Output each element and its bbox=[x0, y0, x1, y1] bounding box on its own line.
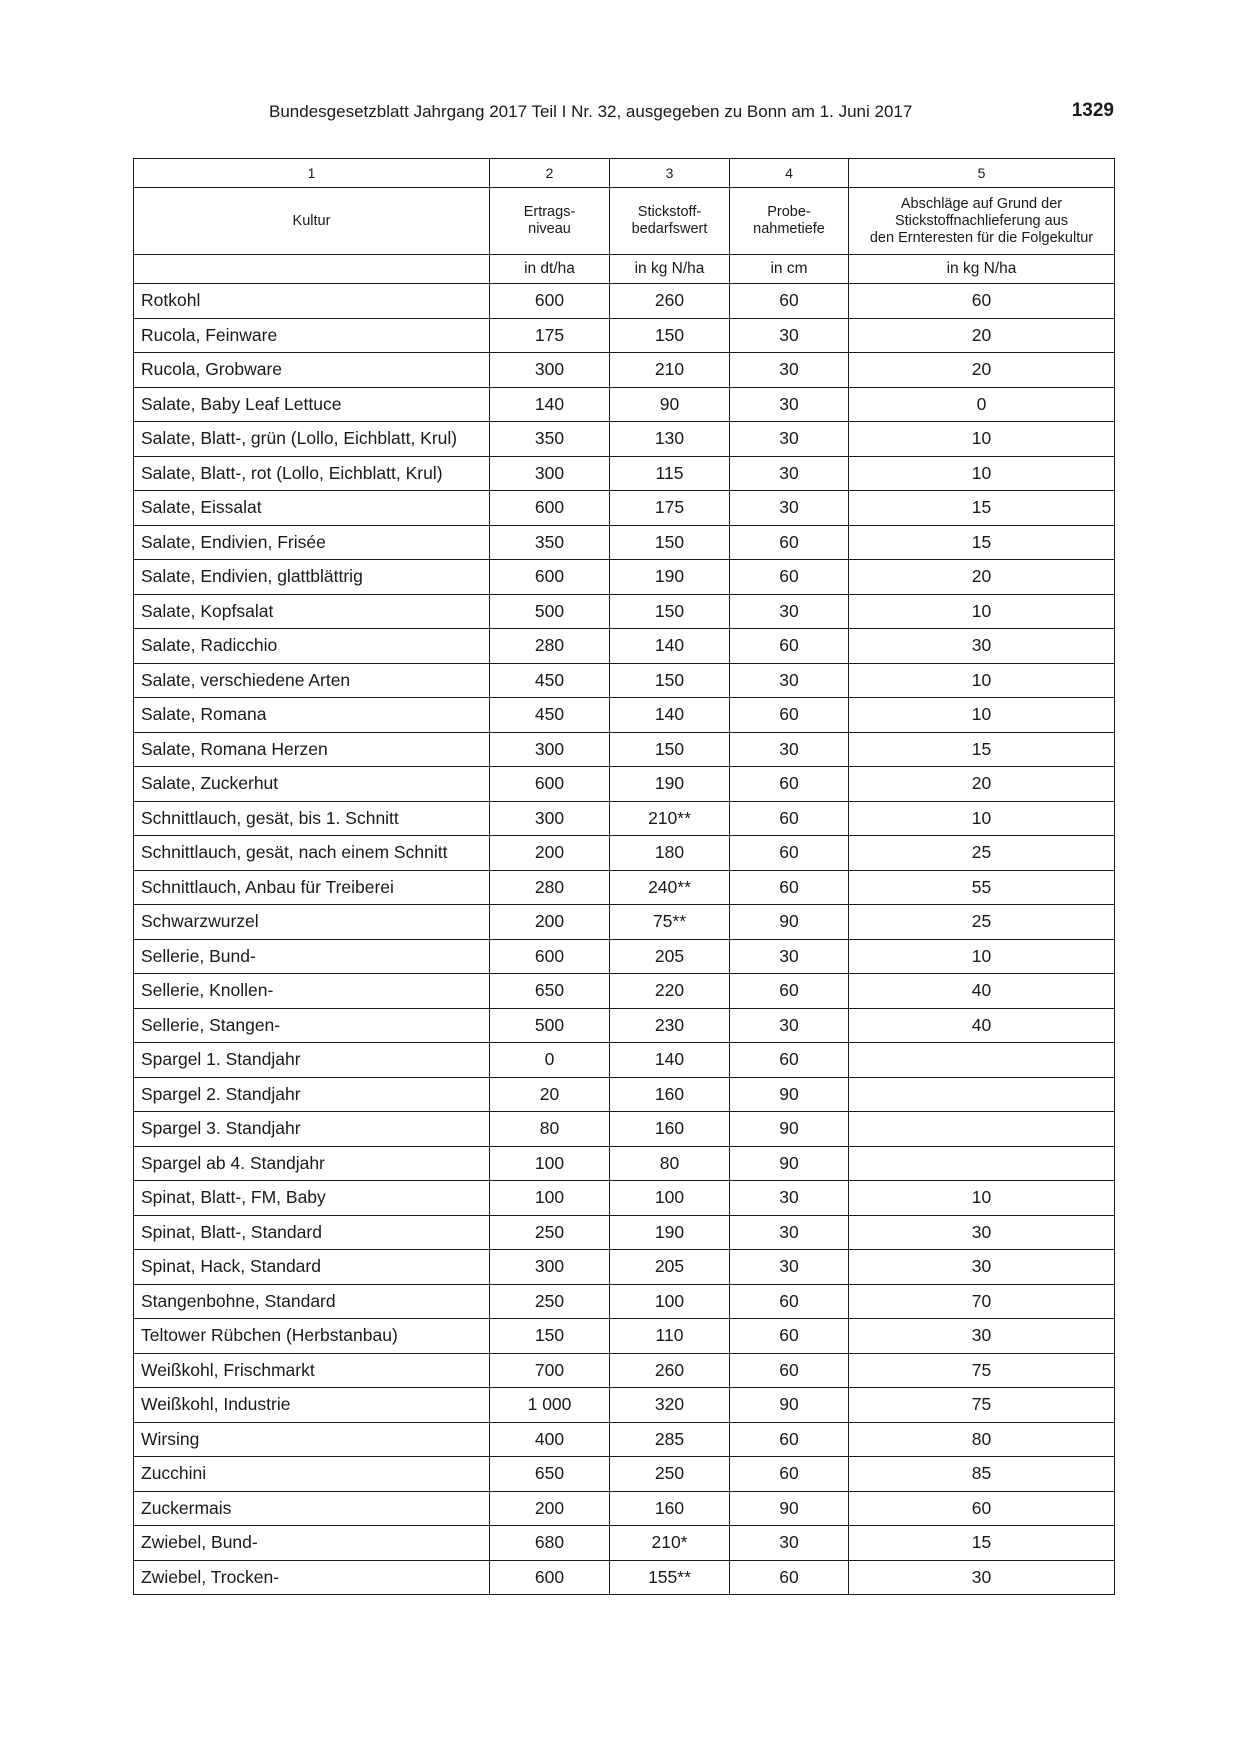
stickstoffbedarf-cell: 80 bbox=[610, 1146, 730, 1181]
kultur-cell: Salate, Romana Herzen bbox=[134, 732, 490, 767]
stickstoffbedarf-cell: 240** bbox=[610, 870, 730, 905]
ertragsniveau-cell: 680 bbox=[490, 1526, 610, 1561]
table-row bbox=[134, 387, 1115, 422]
ertragsniveau-cell: 600 bbox=[490, 284, 610, 319]
probenahmetiefe-cell: 60 bbox=[730, 284, 849, 319]
column-title-probenahmetiefe: Probe- nahmetiefe bbox=[730, 188, 849, 255]
abschlag-cell bbox=[849, 1077, 1115, 1112]
abschlag-cell: 10 bbox=[849, 456, 1115, 491]
ertragsniveau-cell: 140 bbox=[490, 387, 610, 422]
page-number: 1329 bbox=[1071, 100, 1114, 121]
abschlag-cell: 55 bbox=[849, 870, 1115, 905]
ertragsniveau-cell: 500 bbox=[490, 1008, 610, 1043]
unit-cell bbox=[134, 255, 490, 284]
ertragsniveau-cell: 600 bbox=[490, 560, 610, 595]
kultur-cell: Stangenbohne, Standard bbox=[134, 1284, 490, 1319]
stickstoffbedarf-cell: 190 bbox=[610, 560, 730, 595]
table-row bbox=[134, 836, 1115, 871]
table-row bbox=[134, 525, 1115, 560]
probenahmetiefe-cell: 90 bbox=[730, 1112, 849, 1147]
abschlag-cell: 30 bbox=[849, 1215, 1115, 1250]
abschlag-cell: 20 bbox=[849, 353, 1115, 388]
ertragsniveau-cell: 200 bbox=[490, 905, 610, 940]
stickstoffbedarf-cell: 210 bbox=[610, 353, 730, 388]
probenahmetiefe-cell: 60 bbox=[730, 1457, 849, 1492]
table-row bbox=[134, 732, 1115, 767]
ertragsniveau-cell: 300 bbox=[490, 353, 610, 388]
probenahmetiefe-cell: 90 bbox=[730, 1146, 849, 1181]
stickstoffbedarf-cell: 115 bbox=[610, 456, 730, 491]
ertragsniveau-cell: 500 bbox=[490, 594, 610, 629]
kultur-cell: Schwarzwurzel bbox=[134, 905, 490, 940]
kultur-cell: Salate, verschiedene Arten bbox=[134, 663, 490, 698]
abschlag-cell: 30 bbox=[849, 1250, 1115, 1285]
stickstoffbedarf-cell: 150 bbox=[610, 318, 730, 353]
kultur-cell: Sellerie, Stangen- bbox=[134, 1008, 490, 1043]
stickstoffbedarf-cell: 205 bbox=[610, 1250, 730, 1285]
column-number: 5 bbox=[849, 159, 1115, 188]
probenahmetiefe-cell: 60 bbox=[730, 1284, 849, 1319]
probenahmetiefe-cell: 60 bbox=[730, 836, 849, 871]
stickstoffbedarf-cell: 210* bbox=[610, 1526, 730, 1561]
table-row bbox=[134, 663, 1115, 698]
abschlag-cell: 70 bbox=[849, 1284, 1115, 1319]
stickstoffbedarf-cell: 150 bbox=[610, 525, 730, 560]
kultur-cell: Salate, Endivien, Frisée bbox=[134, 525, 490, 560]
kultur-cell: Zucchini bbox=[134, 1457, 490, 1492]
ertragsniveau-cell: 175 bbox=[490, 318, 610, 353]
kultur-cell: Spargel 3. Standjahr bbox=[134, 1112, 490, 1147]
unit-cell: in cm bbox=[730, 255, 849, 284]
kultur-cell: Salate, Romana bbox=[134, 698, 490, 733]
probenahmetiefe-cell: 60 bbox=[730, 698, 849, 733]
table-row bbox=[134, 1215, 1115, 1250]
kultur-cell: Salate, Blatt-, grün (Lollo, Eichblatt, Krul) bbox=[134, 422, 490, 457]
stickstoffbedarf-cell: 160 bbox=[610, 1491, 730, 1526]
table-row bbox=[134, 1388, 1115, 1423]
kultur-cell: Spargel 1. Standjahr bbox=[134, 1043, 490, 1078]
ertragsniveau-cell: 700 bbox=[490, 1353, 610, 1388]
probenahmetiefe-cell: 30 bbox=[730, 491, 849, 526]
column-title-stickstoffbedarfswert: Stickstoff- bedarfswert bbox=[610, 188, 730, 255]
table-row bbox=[134, 1077, 1115, 1112]
ertragsniveau-cell: 300 bbox=[490, 801, 610, 836]
abschlag-cell bbox=[849, 1112, 1115, 1147]
probenahmetiefe-cell: 30 bbox=[730, 1215, 849, 1250]
ertragsniveau-cell: 400 bbox=[490, 1422, 610, 1457]
kultur-cell: Salate, Radicchio bbox=[134, 629, 490, 664]
abschlag-cell: 60 bbox=[849, 284, 1115, 319]
abschlag-cell: 0 bbox=[849, 387, 1115, 422]
ertragsniveau-cell: 600 bbox=[490, 939, 610, 974]
table-row bbox=[134, 1146, 1115, 1181]
table-row bbox=[134, 284, 1115, 319]
probenahmetiefe-cell: 60 bbox=[730, 629, 849, 664]
probenahmetiefe-cell: 60 bbox=[730, 1560, 849, 1595]
ertragsniveau-cell: 150 bbox=[490, 1319, 610, 1354]
table-row bbox=[134, 1008, 1115, 1043]
table-row bbox=[134, 939, 1115, 974]
table-row bbox=[134, 1526, 1115, 1561]
ertragsniveau-cell: 0 bbox=[490, 1043, 610, 1078]
probenahmetiefe-cell: 30 bbox=[730, 939, 849, 974]
stickstoffbedarf-cell: 140 bbox=[610, 629, 730, 664]
publication-header: Bundesgesetzblatt Jahrgang 2017 Teil I Nr. 32, ausgegeben zu Bonn am 1. Juni 2017 bbox=[269, 102, 913, 121]
kultur-cell: Spinat, Blatt-, FM, Baby bbox=[134, 1181, 490, 1216]
stickstoffbedarf-cell: 250 bbox=[610, 1457, 730, 1492]
unit-cell: in kg N/ha bbox=[610, 255, 730, 284]
stickstoffbedarf-cell: 320 bbox=[610, 1388, 730, 1423]
kultur-cell: Rotkohl bbox=[134, 284, 490, 319]
ertragsniveau-cell: 250 bbox=[490, 1215, 610, 1250]
column-number: 1 bbox=[134, 159, 490, 188]
probenahmetiefe-cell: 30 bbox=[730, 594, 849, 629]
probenahmetiefe-cell: 60 bbox=[730, 560, 849, 595]
table-row bbox=[134, 1457, 1115, 1492]
probenahmetiefe-cell: 90 bbox=[730, 1077, 849, 1112]
abschlag-cell bbox=[849, 1146, 1115, 1181]
column-title-ertragsniveau: Ertrags- niveau bbox=[490, 188, 610, 255]
probenahmetiefe-cell: 90 bbox=[730, 1388, 849, 1423]
ertragsniveau-cell: 100 bbox=[490, 1146, 610, 1181]
stickstoffbedarf-cell: 210** bbox=[610, 801, 730, 836]
probenahmetiefe-cell: 30 bbox=[730, 1181, 849, 1216]
stickstoffbedarf-cell: 140 bbox=[610, 1043, 730, 1078]
column-title-abschlaege: Abschläge auf Grund der Stickstoffnachlieferung aus den Ernteresten für die Folgekultur bbox=[849, 188, 1115, 255]
ertragsniveau-cell: 450 bbox=[490, 663, 610, 698]
stickstoffbedarf-cell: 150 bbox=[610, 663, 730, 698]
stickstoffbedarf-cell: 190 bbox=[610, 767, 730, 802]
abschlag-cell: 10 bbox=[849, 801, 1115, 836]
stickstoffbedarf-cell: 260 bbox=[610, 284, 730, 319]
table-row bbox=[134, 974, 1115, 1009]
ertragsniveau-cell: 280 bbox=[490, 629, 610, 664]
probenahmetiefe-cell: 30 bbox=[730, 1008, 849, 1043]
abschlag-cell: 30 bbox=[849, 1319, 1115, 1354]
probenahmetiefe-cell: 30 bbox=[730, 318, 849, 353]
ertragsniveau-cell: 1 000 bbox=[490, 1388, 610, 1423]
kultur-cell: Zwiebel, Bund- bbox=[134, 1526, 490, 1561]
ertragsniveau-cell: 100 bbox=[490, 1181, 610, 1216]
table-row bbox=[134, 870, 1115, 905]
abschlag-cell: 40 bbox=[849, 1008, 1115, 1043]
probenahmetiefe-cell: 60 bbox=[730, 870, 849, 905]
probenahmetiefe-cell: 60 bbox=[730, 525, 849, 560]
nitrogen-demand-table bbox=[133, 158, 1115, 1595]
stickstoffbedarf-cell: 130 bbox=[610, 422, 730, 457]
unit-cell: in kg N/ha bbox=[849, 255, 1115, 284]
ertragsniveau-cell: 200 bbox=[490, 836, 610, 871]
kultur-cell: Salate, Eissalat bbox=[134, 491, 490, 526]
kultur-cell: Zuckermais bbox=[134, 1491, 490, 1526]
abschlag-cell bbox=[849, 1043, 1115, 1078]
table-row bbox=[134, 456, 1115, 491]
probenahmetiefe-cell: 60 bbox=[730, 974, 849, 1009]
ertragsniveau-cell: 300 bbox=[490, 456, 610, 491]
kultur-cell: Weißkohl, Industrie bbox=[134, 1388, 490, 1423]
table-row bbox=[134, 1319, 1115, 1354]
stickstoffbedarf-cell: 230 bbox=[610, 1008, 730, 1043]
kultur-cell: Schnittlauch, gesät, nach einem Schnitt bbox=[134, 836, 490, 871]
probenahmetiefe-cell: 90 bbox=[730, 1491, 849, 1526]
kultur-cell: Spargel ab 4. Standjahr bbox=[134, 1146, 490, 1181]
kultur-cell: Spinat, Blatt-, Standard bbox=[134, 1215, 490, 1250]
stickstoffbedarf-cell: 260 bbox=[610, 1353, 730, 1388]
probenahmetiefe-cell: 60 bbox=[730, 1043, 849, 1078]
probenahmetiefe-cell: 30 bbox=[730, 1526, 849, 1561]
kultur-cell: Sellerie, Bund- bbox=[134, 939, 490, 974]
table-row bbox=[134, 1112, 1115, 1147]
abschlag-cell: 10 bbox=[849, 698, 1115, 733]
kultur-cell: Salate, Baby Leaf Lettuce bbox=[134, 387, 490, 422]
stickstoffbedarf-cell: 75** bbox=[610, 905, 730, 940]
unit-row bbox=[134, 255, 1115, 284]
abschlag-cell: 30 bbox=[849, 1560, 1115, 1595]
ertragsniveau-cell: 250 bbox=[490, 1284, 610, 1319]
table-row bbox=[134, 767, 1115, 802]
abschlag-cell: 10 bbox=[849, 1181, 1115, 1216]
ertragsniveau-cell: 200 bbox=[490, 1491, 610, 1526]
stickstoffbedarf-cell: 160 bbox=[610, 1077, 730, 1112]
stickstoffbedarf-cell: 175 bbox=[610, 491, 730, 526]
abschlag-cell: 85 bbox=[849, 1457, 1115, 1492]
kultur-cell: Salate, Blatt-, rot (Lollo, Eichblatt, Krul) bbox=[134, 456, 490, 491]
table-row bbox=[134, 1353, 1115, 1388]
stickstoffbedarf-cell: 220 bbox=[610, 974, 730, 1009]
probenahmetiefe-cell: 30 bbox=[730, 1250, 849, 1285]
kultur-cell: Spargel 2. Standjahr bbox=[134, 1077, 490, 1112]
abschlag-cell: 10 bbox=[849, 939, 1115, 974]
kultur-cell: Rucola, Grobware bbox=[134, 353, 490, 388]
probenahmetiefe-cell: 60 bbox=[730, 801, 849, 836]
abschlag-cell: 15 bbox=[849, 491, 1115, 526]
probenahmetiefe-cell: 90 bbox=[730, 905, 849, 940]
table-row bbox=[134, 1181, 1115, 1216]
column-number: 4 bbox=[730, 159, 849, 188]
table-row bbox=[134, 560, 1115, 595]
table-row bbox=[134, 1422, 1115, 1457]
abschlag-cell: 10 bbox=[849, 663, 1115, 698]
abschlag-cell: 10 bbox=[849, 594, 1115, 629]
ertragsniveau-cell: 300 bbox=[490, 1250, 610, 1285]
stickstoffbedarf-cell: 150 bbox=[610, 732, 730, 767]
ertragsniveau-cell: 650 bbox=[490, 974, 610, 1009]
stickstoffbedarf-cell: 90 bbox=[610, 387, 730, 422]
kultur-cell: Sellerie, Knollen- bbox=[134, 974, 490, 1009]
probenahmetiefe-cell: 60 bbox=[730, 1353, 849, 1388]
abschlag-cell: 30 bbox=[849, 629, 1115, 664]
probenahmetiefe-cell: 30 bbox=[730, 456, 849, 491]
ertragsniveau-cell: 280 bbox=[490, 870, 610, 905]
table-row bbox=[134, 318, 1115, 353]
table-row bbox=[134, 594, 1115, 629]
ertragsniveau-cell: 600 bbox=[490, 491, 610, 526]
stickstoffbedarf-cell: 150 bbox=[610, 594, 730, 629]
probenahmetiefe-cell: 30 bbox=[730, 353, 849, 388]
abschlag-cell: 15 bbox=[849, 1526, 1115, 1561]
table-row bbox=[134, 801, 1115, 836]
abschlag-cell: 15 bbox=[849, 525, 1115, 560]
ertragsniveau-cell: 600 bbox=[490, 767, 610, 802]
abschlag-cell: 75 bbox=[849, 1388, 1115, 1423]
probenahmetiefe-cell: 30 bbox=[730, 387, 849, 422]
stickstoffbedarf-cell: 180 bbox=[610, 836, 730, 871]
column-number-row bbox=[134, 159, 1115, 188]
column-number: 2 bbox=[490, 159, 610, 188]
probenahmetiefe-cell: 60 bbox=[730, 1422, 849, 1457]
kultur-cell: Zwiebel, Trocken- bbox=[134, 1560, 490, 1595]
ertragsniveau-cell: 350 bbox=[490, 422, 610, 457]
abschlag-cell: 20 bbox=[849, 560, 1115, 595]
table-row bbox=[134, 1491, 1115, 1526]
table-row bbox=[134, 629, 1115, 664]
table-row bbox=[134, 905, 1115, 940]
kultur-cell: Salate, Zuckerhut bbox=[134, 767, 490, 802]
column-title-kultur: Kultur bbox=[134, 188, 490, 255]
stickstoffbedarf-cell: 190 bbox=[610, 1215, 730, 1250]
kultur-cell: Weißkohl, Frischmarkt bbox=[134, 1353, 490, 1388]
abschlag-cell: 10 bbox=[849, 422, 1115, 457]
abschlag-cell: 60 bbox=[849, 1491, 1115, 1526]
unit-cell: in dt/ha bbox=[490, 255, 610, 284]
kultur-cell: Schnittlauch, gesät, bis 1. Schnitt bbox=[134, 801, 490, 836]
stickstoffbedarf-cell: 155** bbox=[610, 1560, 730, 1595]
abschlag-cell: 40 bbox=[849, 974, 1115, 1009]
kultur-cell: Salate, Endivien, glattblättrig bbox=[134, 560, 490, 595]
table-row bbox=[134, 1284, 1115, 1319]
table-row bbox=[134, 1043, 1115, 1078]
table-row bbox=[134, 1560, 1115, 1595]
kultur-cell: Teltower Rübchen (Herbstanbau) bbox=[134, 1319, 490, 1354]
column-title-row bbox=[134, 188, 1115, 255]
abschlag-cell: 15 bbox=[849, 732, 1115, 767]
ertragsniveau-cell: 300 bbox=[490, 732, 610, 767]
kultur-cell: Spinat, Hack, Standard bbox=[134, 1250, 490, 1285]
probenahmetiefe-cell: 30 bbox=[730, 663, 849, 698]
table-row bbox=[134, 422, 1115, 457]
probenahmetiefe-cell: 60 bbox=[730, 767, 849, 802]
stickstoffbedarf-cell: 140 bbox=[610, 698, 730, 733]
ertragsniveau-cell: 450 bbox=[490, 698, 610, 733]
kultur-cell: Wirsing bbox=[134, 1422, 490, 1457]
abschlag-cell: 75 bbox=[849, 1353, 1115, 1388]
kultur-cell: Salate, Kopfsalat bbox=[134, 594, 490, 629]
abschlag-cell: 25 bbox=[849, 836, 1115, 871]
table-row bbox=[134, 353, 1115, 388]
probenahmetiefe-cell: 60 bbox=[730, 1319, 849, 1354]
stickstoffbedarf-cell: 110 bbox=[610, 1319, 730, 1354]
stickstoffbedarf-cell: 160 bbox=[610, 1112, 730, 1147]
kultur-cell: Rucola, Feinware bbox=[134, 318, 490, 353]
abschlag-cell: 25 bbox=[849, 905, 1115, 940]
ertragsniveau-cell: 650 bbox=[490, 1457, 610, 1492]
kultur-cell: Schnittlauch, Anbau für Treiberei bbox=[134, 870, 490, 905]
stickstoffbedarf-cell: 285 bbox=[610, 1422, 730, 1457]
probenahmetiefe-cell: 30 bbox=[730, 422, 849, 457]
page-header bbox=[133, 100, 1114, 130]
table-row bbox=[134, 491, 1115, 526]
ertragsniveau-cell: 350 bbox=[490, 525, 610, 560]
ertragsniveau-cell: 80 bbox=[490, 1112, 610, 1147]
ertragsniveau-cell: 600 bbox=[490, 1560, 610, 1595]
stickstoffbedarf-cell: 205 bbox=[610, 939, 730, 974]
stickstoffbedarf-cell: 100 bbox=[610, 1181, 730, 1216]
ertragsniveau-cell: 20 bbox=[490, 1077, 610, 1112]
table-row bbox=[134, 1250, 1115, 1285]
column-number: 3 bbox=[610, 159, 730, 188]
table-row bbox=[134, 698, 1115, 733]
abschlag-cell: 20 bbox=[849, 767, 1115, 802]
stickstoffbedarf-cell: 100 bbox=[610, 1284, 730, 1319]
abschlag-cell: 20 bbox=[849, 318, 1115, 353]
abschlag-cell: 80 bbox=[849, 1422, 1115, 1457]
probenahmetiefe-cell: 30 bbox=[730, 732, 849, 767]
